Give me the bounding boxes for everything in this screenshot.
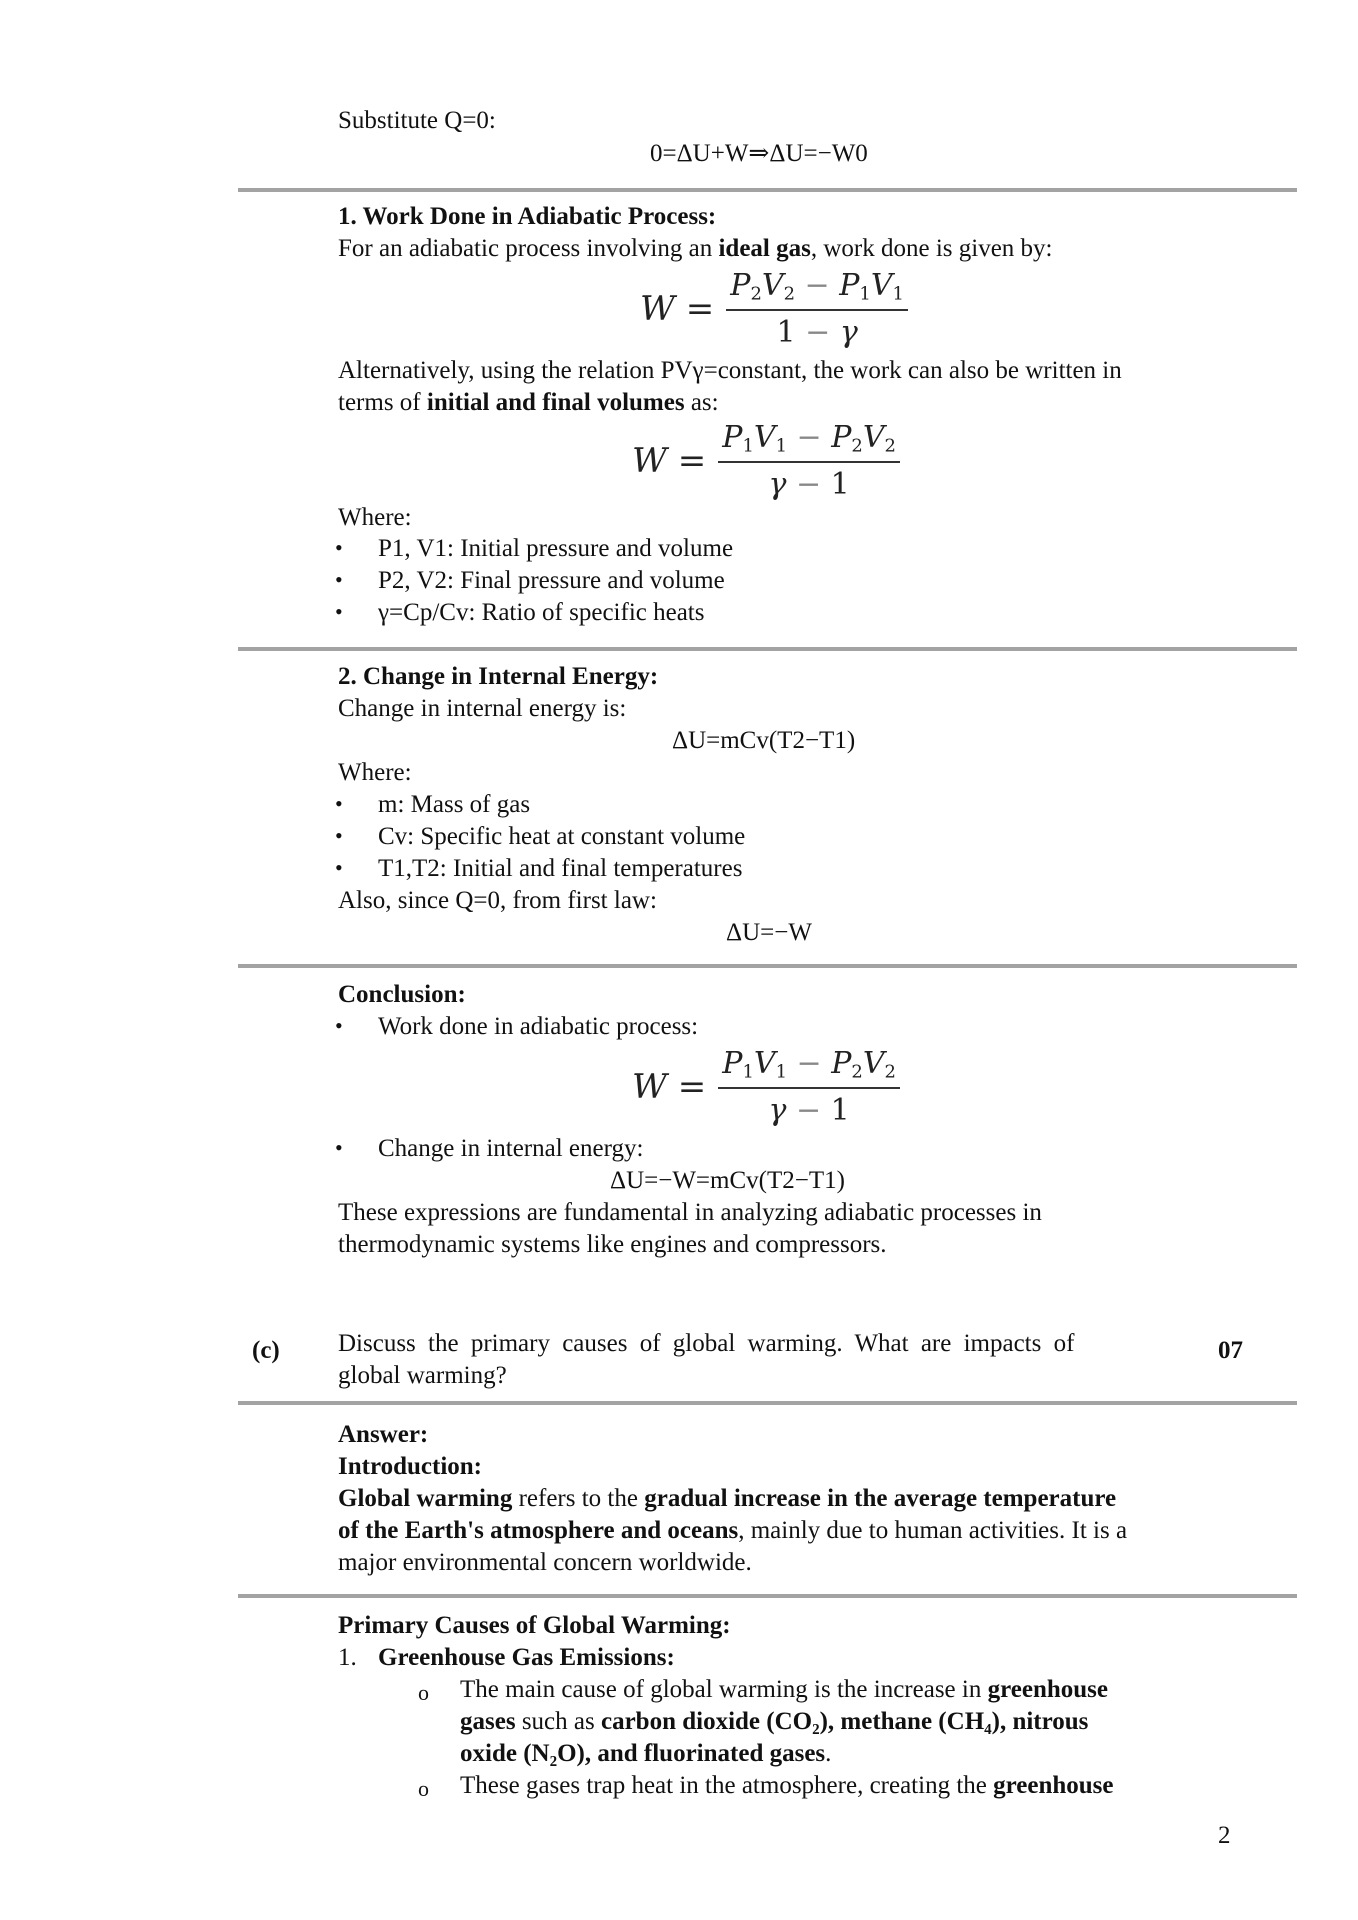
where-label: Where:: [338, 759, 412, 786]
also-line: Also, since Q=0, from first law:: [338, 887, 657, 914]
numerator: [718, 420, 900, 463]
t: V: [753, 420, 776, 455]
list-number: 1.: [338, 1644, 357, 1671]
sub-bullet-icon: o: [418, 1680, 429, 1705]
sub1-line1: [460, 1677, 1108, 1702]
bullet-icon: •: [335, 855, 343, 880]
t: 2: [851, 1061, 863, 1083]
alt-line2: [338, 390, 719, 415]
t: 1: [742, 1061, 754, 1083]
intro-line3: major environmental concern worldwide.: [338, 1549, 752, 1576]
bullet-icon: •: [335, 567, 343, 592]
text: , mainly due to human activities. It is a: [738, 1517, 1128, 1544]
text: For an adiabatic process involving an: [338, 235, 719, 262]
text: terms of: [338, 389, 427, 416]
internal-energy-equation: ΔU=mCv(T2−T1): [672, 727, 856, 754]
question-label: (c): [252, 1337, 280, 1364]
t: γ: [768, 466, 787, 502]
t: 1: [776, 314, 796, 350]
t: −: [787, 1046, 832, 1081]
substitute-label: Substitute Q=0:: [338, 107, 496, 134]
t: P: [839, 268, 860, 303]
text: such as: [515, 1708, 601, 1735]
t: 2: [884, 1061, 896, 1083]
t: −: [795, 314, 840, 350]
t: V: [870, 268, 893, 303]
formula-lhs: W =: [632, 1066, 707, 1107]
list-item: T1,T2: Initial and final temperatures: [378, 855, 743, 882]
formula-lhs: W =: [632, 440, 707, 481]
t: −: [786, 1092, 831, 1128]
text: , work done is given by:: [810, 235, 1053, 262]
text: The main cause of global warming is the increase in: [460, 1676, 988, 1703]
fraction: [718, 1046, 900, 1128]
fraction: [718, 420, 900, 502]
question-line1: Discuss the primary causes of global warming. What are impacts of: [338, 1330, 1075, 1357]
t: P: [722, 1046, 743, 1081]
t: 1: [892, 283, 904, 305]
sub1-line2: [460, 1709, 1088, 1734]
list-item: m: Mass of gas: [378, 791, 531, 818]
question-line2: global warming?: [338, 1362, 507, 1389]
t: −: [786, 466, 831, 502]
fraction: [726, 268, 908, 350]
closing-line2: thermodynamic systems like engines and compressors.: [338, 1231, 887, 1258]
t: V: [753, 1046, 776, 1081]
list-item: γ=Cp/Cv: Ratio of specific heats: [378, 599, 705, 626]
substitute-equation: 0=ΔU+W⇒ΔU=−W0: [650, 140, 868, 167]
question-marks: 07: [1218, 1337, 1243, 1364]
formula-work-2: [632, 420, 900, 502]
t: P: [831, 1046, 852, 1081]
t: 2: [884, 435, 896, 457]
t: 1: [775, 435, 788, 457]
bold-text: gradual increase in the average temperature: [644, 1485, 1117, 1512]
t: 1: [830, 466, 850, 502]
section1-heading: 1. Work Done in Adiabatic Process:: [338, 203, 717, 230]
alt-line1: Alternatively, using the relation PVγ=constant, the work can also be written in: [338, 357, 1122, 384]
denominator: [765, 463, 854, 502]
causes-heading: Primary Causes of Global Warming:: [338, 1612, 731, 1639]
bullet-icon: •: [335, 535, 343, 560]
section2-intro: Change in internal energy is:: [338, 695, 627, 722]
formula-lhs: W =: [640, 288, 715, 329]
formula-work-1: [640, 268, 908, 350]
where-label: Where:: [338, 504, 412, 531]
t: P: [722, 420, 743, 455]
list-item: P2, V2: Final pressure and volume: [378, 567, 725, 594]
t: 2: [783, 283, 796, 305]
t: 1: [830, 1092, 850, 1128]
t: −: [795, 268, 840, 303]
page-number: 2: [1218, 1822, 1231, 1849]
divider: [238, 1594, 1297, 1598]
denominator: [765, 1089, 854, 1128]
bold-text: Global warming: [338, 1485, 513, 1512]
conclusion-equation: ΔU=−W=mCv(T2−T1): [610, 1167, 845, 1194]
t: γ: [839, 314, 858, 350]
list-item: Change in internal energy:: [378, 1135, 644, 1162]
t: −: [787, 420, 832, 455]
closing-line1: These expressions are fundamental in analyzing adiabatic processes in: [338, 1199, 1042, 1226]
bold-text: ideal gas: [718, 235, 811, 262]
divider: [238, 188, 1297, 192]
bullet-icon: •: [335, 1013, 343, 1038]
text: .: [825, 1740, 832, 1767]
divider: [238, 647, 1297, 651]
text: as:: [684, 389, 719, 416]
bullet-icon: •: [335, 791, 343, 816]
t: 2: [750, 283, 762, 305]
answer-label: Answer:: [338, 1421, 429, 1448]
list-item: P1, V1: Initial pressure and volume: [378, 535, 734, 562]
section1-intro: [338, 236, 1052, 261]
numerator: [718, 1046, 900, 1089]
bullet-icon: •: [335, 1135, 343, 1160]
denominator: [773, 311, 862, 350]
formula-work-conclusion: [632, 1046, 900, 1128]
t: 1: [775, 1061, 788, 1083]
t: 1: [859, 283, 871, 305]
introduction-heading: Introduction:: [338, 1453, 483, 1480]
sub2-line1: [460, 1773, 1114, 1798]
bold-text: initial and final volumes: [426, 389, 685, 416]
t: 2: [851, 435, 863, 457]
bold-text: greenhouse: [987, 1676, 1108, 1703]
intro-line2: [338, 1518, 1127, 1543]
first-law-equation: ΔU=−W: [726, 919, 812, 946]
bold-text: greenhouse: [993, 1772, 1114, 1799]
t: P: [730, 268, 751, 303]
section2-heading: 2. Change in Internal Energy:: [338, 663, 659, 690]
bullet-icon: •: [335, 823, 343, 848]
bullet-icon: •: [335, 599, 343, 624]
divider: [238, 1401, 1297, 1405]
t: P: [831, 420, 852, 455]
text: These gases trap heat in the atmosphere, creating the: [460, 1772, 994, 1799]
list-item: Work done in adiabatic process:: [378, 1013, 699, 1040]
bold-text: of the Earth's atmosphere and oceans: [338, 1517, 739, 1544]
t: γ: [768, 1092, 787, 1128]
divider: [238, 964, 1297, 968]
sub1-line3: [460, 1741, 831, 1766]
t: V: [761, 268, 784, 303]
bold-text: oxide (N₂O), and fluorinated gases: [460, 1740, 826, 1767]
text: refers to the: [512, 1485, 645, 1512]
intro-line1: [338, 1486, 1116, 1511]
numerator: [726, 268, 908, 311]
bold-text: gases: [460, 1708, 516, 1735]
sub-bullet-icon: o: [418, 1776, 429, 1801]
t: 1: [742, 435, 754, 457]
t: V: [862, 1046, 885, 1081]
conclusion-heading: Conclusion:: [338, 981, 466, 1008]
list-item: Cv: Specific heat at constant volume: [378, 823, 746, 850]
t: V: [862, 420, 885, 455]
cause-title: Greenhouse Gas Emissions:: [378, 1644, 675, 1671]
bold-text: carbon dioxide (CO₂), methane (CH₄), nitrous: [600, 1708, 1089, 1735]
